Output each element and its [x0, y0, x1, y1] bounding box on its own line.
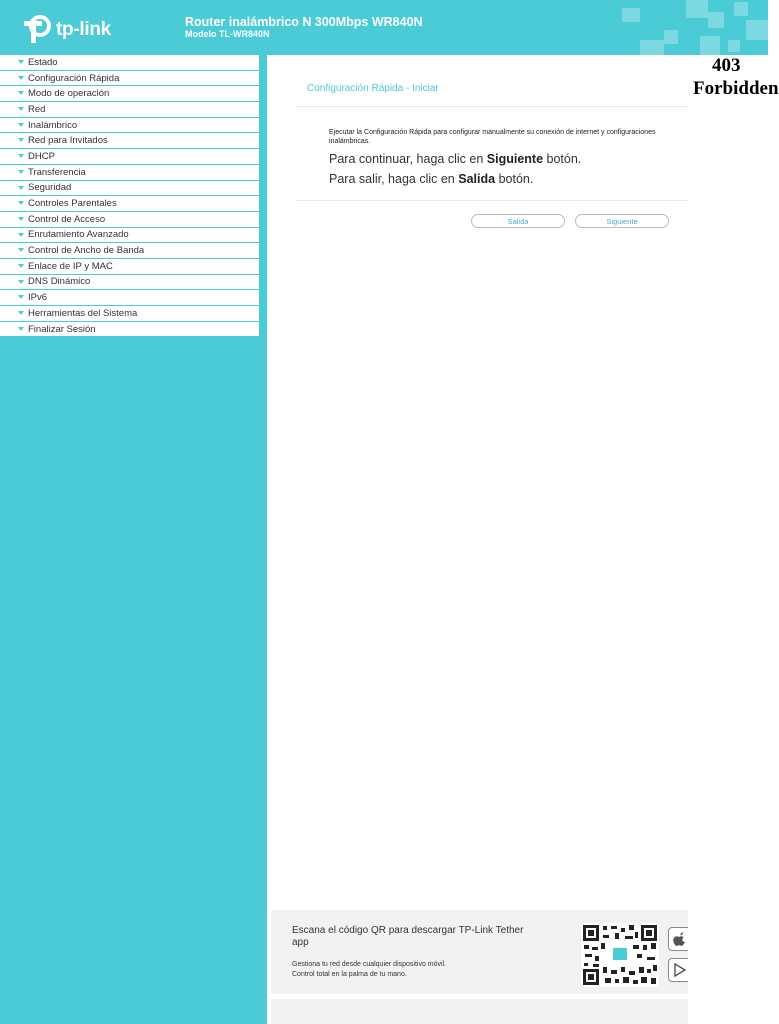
page-breadcrumb: Configuración Rápida - Iniciar — [307, 83, 439, 94]
sidebar-item-label: Enlace de IP y MAC — [28, 260, 113, 272]
bullet-arrow-icon — [18, 91, 24, 95]
sidebar-item-label: Control de Acceso — [28, 213, 106, 225]
divider — [295, 106, 688, 107]
promo-subtitle — [292, 960, 542, 980]
sidebar-item-configuracion-rapida[interactable] — [0, 71, 259, 87]
bullet-arrow-icon — [18, 154, 24, 158]
sidebar-item-enrutamiento-avanzado[interactable] — [0, 228, 259, 244]
bullet-arrow-icon — [18, 186, 24, 190]
sidebar-item-transferencia[interactable] — [0, 165, 259, 181]
sidebar — [0, 55, 267, 1024]
sidebar-item-label: Inalámbrico — [28, 119, 78, 131]
sidebar-item-label: DNS Dinámico — [28, 276, 91, 288]
bullet-arrow-icon — [18, 123, 24, 127]
promo-subtitle-line-2: Control total en la palma de tu mano. — [292, 971, 407, 978]
divider — [295, 200, 688, 201]
exit-bold: Salida — [458, 172, 496, 186]
sidebar-item-label: Seguridad — [28, 182, 72, 194]
promo-secondary-bar — [271, 999, 688, 1024]
bullet-arrow-icon — [18, 170, 24, 174]
bullet-arrow-icon — [18, 264, 24, 268]
bullet-arrow-icon — [18, 295, 24, 299]
continue-instruction — [329, 152, 581, 166]
sidebar-item-finalizar-sesion[interactable] — [0, 322, 259, 338]
camera-icon — [611, 946, 629, 962]
sidebar-menu — [0, 55, 259, 337]
logo-text: tp-link — [56, 19, 111, 40]
sidebar-item-ancho-banda[interactable] — [0, 243, 259, 259]
sidebar-item-label: Red — [28, 103, 46, 115]
promo-subtitle-line-1: Gestiona tu red desde cualquier dispositivo móvil. — [292, 961, 447, 968]
sidebar-item-seguridad[interactable] — [0, 181, 259, 197]
exit-button[interactable]: Salida — [471, 214, 565, 228]
bullet-arrow-icon — [18, 107, 24, 111]
sidebar-item-red[interactable] — [0, 102, 259, 118]
sidebar-item-label: Enrutamiento Avanzado — [28, 229, 129, 241]
bullet-arrow-icon — [18, 327, 24, 331]
sidebar-item-label: Configuración Rápida — [28, 72, 120, 84]
sidebar-item-label: DHCP — [28, 150, 55, 162]
sidebar-item-ipv6[interactable] — [0, 290, 259, 306]
sidebar-item-label: Controles Parentales — [28, 198, 117, 210]
bullet-arrow-icon — [18, 233, 24, 237]
sidebar-item-label: Herramientas del Sistema — [28, 307, 138, 319]
exit-prefix: Para salir, haga clic en — [329, 172, 455, 186]
bullet-arrow-icon — [18, 76, 24, 80]
product-title: Router inalámbrico N 300Mbps WR840N — [185, 15, 423, 29]
next-button[interactable]: Siguiente — [575, 214, 669, 228]
bullet-arrow-icon — [18, 217, 24, 221]
sidebar-item-red-invitados[interactable] — [0, 133, 259, 149]
tp-link-logo-icon — [18, 15, 54, 45]
sidebar-item-label: Estado — [28, 56, 58, 68]
bullet-arrow-icon — [18, 280, 24, 284]
sidebar-item-label: Finalizar Sesión — [28, 323, 96, 335]
error-panel — [688, 55, 779, 1024]
sidebar-item-modo-operacion[interactable] — [0, 86, 259, 102]
exit-instruction — [329, 172, 533, 186]
sidebar-item-inalambrico[interactable] — [0, 118, 259, 134]
sidebar-item-label: IPv6 — [28, 292, 48, 304]
bullet-arrow-icon — [18, 311, 24, 315]
sidebar-item-dns-dinamico[interactable] — [0, 275, 259, 291]
sidebar-item-herramientas[interactable] — [0, 306, 259, 322]
error-message: Forbidden — [693, 78, 779, 99]
error-code: 403 — [712, 55, 741, 76]
qr-code — [581, 923, 659, 987]
google-play-icon — [673, 963, 687, 977]
sidebar-item-estado[interactable] — [0, 55, 259, 71]
apple-icon — [673, 932, 687, 946]
sidebar-item-label: Modo de operación — [28, 88, 110, 100]
product-model: Modelo TL-WR840N — [185, 29, 270, 39]
bullet-arrow-icon — [18, 60, 24, 64]
bullet-arrow-icon — [18, 138, 24, 142]
tp-link-logo — [18, 15, 111, 45]
bullet-arrow-icon — [18, 248, 24, 252]
main-content — [267, 55, 688, 1024]
sidebar-item-controles-parentales[interactable] — [0, 196, 259, 212]
exit-suffix: botón. — [498, 172, 534, 186]
sidebar-item-control-acceso[interactable] — [0, 212, 259, 228]
promo-title: Escana el código QR para descargar TP-Link Tether app — [292, 925, 524, 948]
tether-app-promo — [271, 910, 688, 994]
continue-bold: Siguiente — [486, 152, 544, 166]
sidebar-item-label: Control de Ancho de Banda — [28, 245, 145, 257]
description-text: Ejecutar la Configuración Rápida para configurar manualmente su conexión de internet y configuraciones inalámbricas. — [329, 129, 656, 145]
sidebar-item-label: Transferencia — [28, 166, 86, 178]
sidebar-item-dhcp[interactable] — [0, 149, 259, 165]
continue-suffix: botón. — [546, 152, 582, 166]
continue-prefix: Para continuar, haga clic en — [329, 152, 484, 166]
sidebar-item-enlace-ip-mac[interactable] — [0, 259, 259, 275]
bullet-arrow-icon — [18, 201, 24, 205]
header-bar — [0, 0, 768, 55]
sidebar-item-label: Red para Invitados — [28, 135, 108, 147]
